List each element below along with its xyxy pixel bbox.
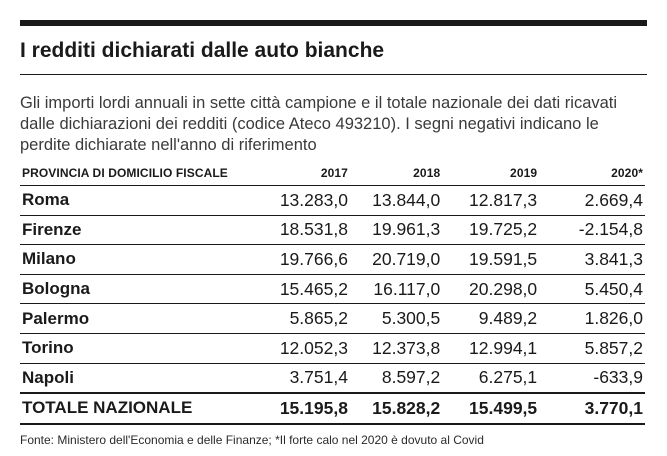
cell-total-value: 3.770,1 (539, 393, 645, 424)
cell-value: 20.298,0 (442, 274, 539, 304)
table-row (20, 304, 645, 334)
cell-value: 12.052,3 (248, 333, 350, 363)
cell-value: 19.725,2 (442, 215, 539, 245)
cell-value: 5.865,2 (248, 304, 350, 334)
cell-value: 2.669,4 (539, 186, 645, 216)
cell-value: 12.994,1 (442, 333, 539, 363)
header-row (20, 164, 645, 186)
col-header-2020: 2020* (539, 164, 645, 186)
income-table (20, 164, 645, 425)
table-row (20, 274, 645, 304)
cell-province: Milano (20, 245, 248, 275)
table-row (20, 245, 645, 275)
cell-value: 19.766,6 (248, 245, 350, 275)
chart-title: I redditi dichiarati dalle auto bianche (20, 39, 385, 62)
cell-value: 15.465,2 (248, 274, 350, 304)
cell-province: Firenze (20, 215, 248, 245)
cell-value: 5.857,2 (539, 333, 645, 363)
col-header-2019: 2019 (442, 164, 539, 186)
cell-value: 13.844,0 (350, 186, 442, 216)
cell-value: 5.450,4 (539, 274, 645, 304)
cell-value: 8.597,2 (350, 363, 442, 393)
cell-value: 16.117,0 (350, 274, 442, 304)
cell-value: -633,9 (539, 363, 645, 393)
chart-subtitle: Gli importi lordi annuali in sette città campione e il totale nazionale dei dati ricavati dalle dichiarazioni dei redditi (codice Ateco 493210). I segni negativi indicano le perdite dichiarate nell'anno di riferimento (20, 94, 618, 154)
col-header-province: PROVINCIA DI DOMICILIO FISCALE (20, 164, 248, 186)
cell-value: -2.154,8 (539, 215, 645, 245)
cell-value: 12.373,8 (350, 333, 442, 363)
cell-province: Bologna (20, 274, 248, 304)
cell-total-label: TOTALE NAZIONALE (20, 393, 248, 424)
cell-province: Napoli (20, 363, 248, 393)
cell-total-value: 15.195,8 (248, 393, 350, 424)
cell-value: 13.283,0 (248, 186, 350, 216)
top-rule (20, 20, 647, 26)
total-row (20, 393, 645, 424)
cell-total-value: 15.828,2 (350, 393, 442, 424)
table-row (20, 215, 645, 245)
col-header-2017: 2017 (248, 164, 350, 186)
cell-value: 6.275,1 (442, 363, 539, 393)
infographic (20, 20, 647, 447)
title-divider (20, 74, 647, 75)
cell-province: Palermo (20, 304, 248, 334)
cell-value: 19.591,5 (442, 245, 539, 275)
cell-value: 5.300,5 (350, 304, 442, 334)
table-row (20, 363, 645, 393)
cell-value: 3.751,4 (248, 363, 350, 393)
cell-value: 12.817,3 (442, 186, 539, 216)
cell-value: 9.489,2 (442, 304, 539, 334)
cell-province: Torino (20, 333, 248, 363)
col-header-2018: 2018 (350, 164, 442, 186)
cell-value: 1.826,0 (539, 304, 645, 334)
table-row (20, 333, 645, 363)
source-note: Fonte: Ministero dell'Economia e delle Finanze; *Il forte calo nel 2020 è dovuto al Covid (20, 432, 484, 447)
table-row (20, 186, 645, 216)
cell-value: 19.961,3 (350, 215, 442, 245)
cell-value: 18.531,8 (248, 215, 350, 245)
cell-value: 20.719,0 (350, 245, 442, 275)
cell-total-value: 15.499,5 (442, 393, 539, 424)
cell-value: 3.841,3 (539, 245, 645, 275)
cell-province: Roma (20, 186, 248, 216)
